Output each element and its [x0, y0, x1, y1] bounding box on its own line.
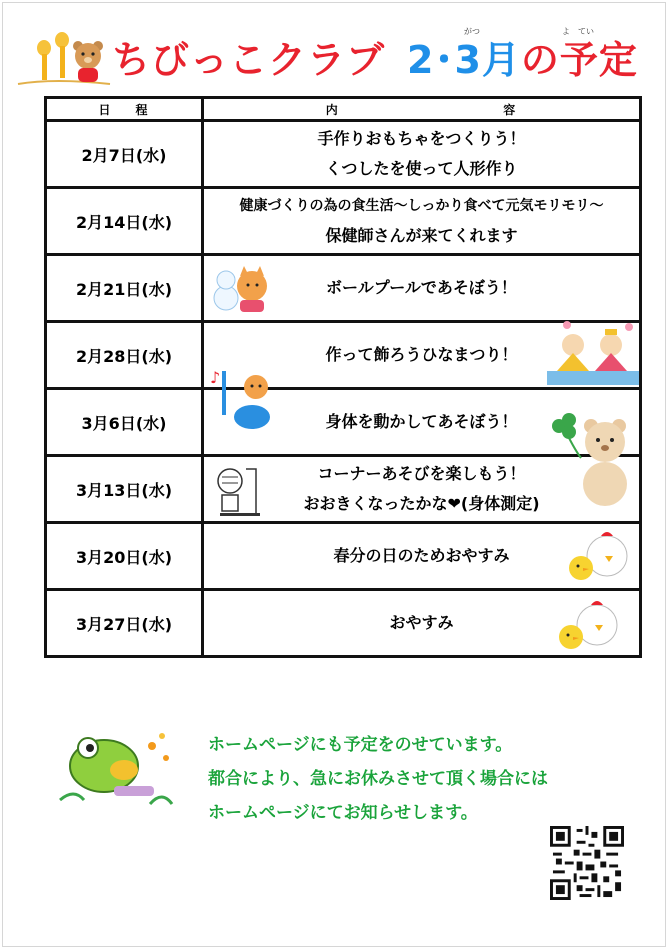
header: [14, 26, 654, 90]
row-content: コーナーあそびを楽しもう！ おおきくなったかな❤(身体測定): [203, 456, 641, 523]
row-date: 2月28日(水): [46, 322, 203, 389]
table-row: [46, 121, 641, 188]
notice-line: ホームページにも予定をのせています。: [208, 735, 513, 755]
chicks-icon: [555, 597, 619, 653]
row-date: 2月21日(水): [46, 255, 203, 322]
kendama-icon: [210, 463, 264, 519]
frog-icon: [54, 724, 184, 814]
qr-code-icon[interactable]: [550, 826, 624, 900]
table-row: [46, 456, 641, 523]
hina-dolls-icon: [547, 317, 639, 387]
title-months: 2･3月: [407, 38, 521, 82]
chicks-icon: [565, 528, 629, 584]
snowman-cat-icon: [208, 258, 278, 318]
table-row: [46, 322, 641, 389]
header-content: 内 容: [203, 98, 641, 121]
header-date: 日 程: [46, 98, 203, 121]
row-content: おやすみ: [203, 590, 641, 657]
club-name: ちびっこクラブ: [112, 38, 386, 82]
row-content: 身体を動かしてあそぼう！: [203, 389, 641, 456]
row-date: 3月13日(水): [46, 456, 203, 523]
row-content: 春分の日のためおやすみ: [203, 523, 641, 590]
notice-line: ホームページにてお知らせします。: [208, 803, 478, 823]
row-content: 健康づくりの為の食生活～しっかり食べて元気モリモリ～ 保健師さんが来てくれます: [203, 188, 641, 255]
table-row: [46, 389, 641, 456]
row-content: ♪ 作って飾ろうひなまつり！: [203, 322, 641, 389]
table-row: [46, 188, 641, 255]
page-title: [112, 34, 638, 86]
table-row: [46, 523, 641, 590]
title-schedule-word: の予定: [520, 38, 638, 82]
svg-text:♪: ♪: [210, 368, 221, 387]
row-date: 2月7日(水): [46, 121, 203, 188]
ruby-gatsu: がつ: [464, 27, 480, 36]
table-row: [46, 590, 641, 657]
schedule-table: [44, 96, 642, 658]
ruby-yotei: よ てい: [562, 27, 594, 36]
table-row: [46, 255, 641, 322]
row-date: 3月6日(水): [46, 389, 203, 456]
row-content: 手作りおもちゃをつくりう！ くつしたを使って人形作り: [203, 121, 641, 188]
row-content: ボールプールであそぼう！: [203, 255, 641, 322]
row-date: 3月20日(水): [46, 523, 203, 590]
notice-line: 都合により、急にお休みさせて頂く場合には: [208, 769, 548, 789]
row-date: 2月14日(水): [46, 188, 203, 255]
bear-mascot-icon: [14, 26, 114, 90]
table-header-row: [46, 98, 641, 121]
row-date: 3月27日(水): [46, 590, 203, 657]
notice-text: [208, 728, 628, 830]
